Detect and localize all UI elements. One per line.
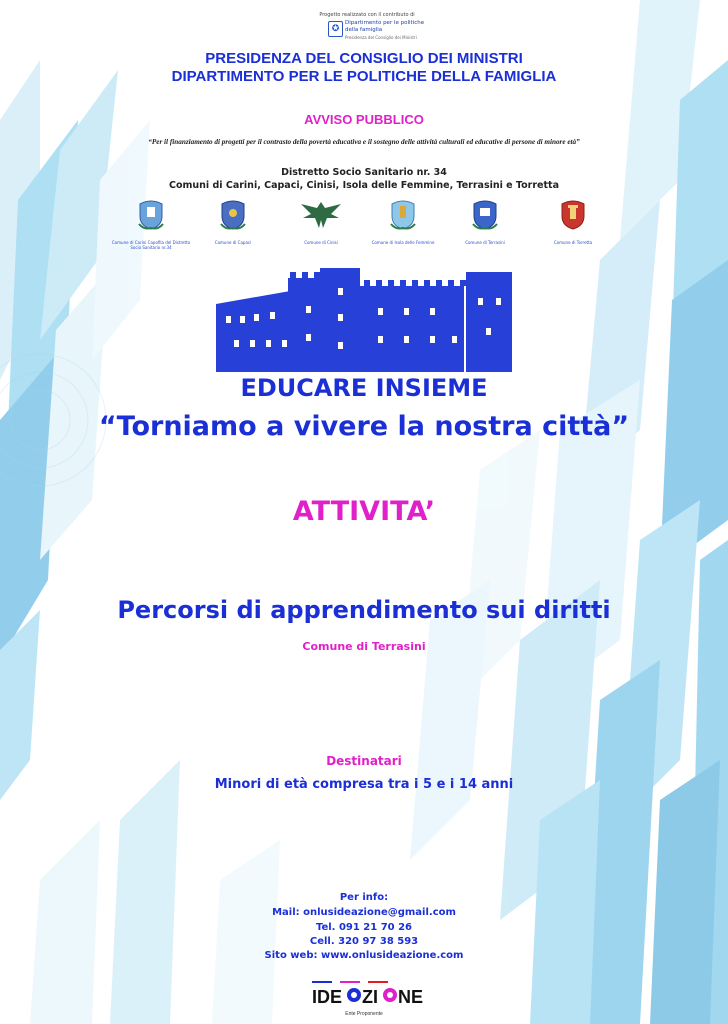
avviso-subtitle: “Per il finanziamento di progetti per il contrasto della povertà educativa e il sostegno delle attività culturali ed educative di persone di minore età” [148,138,580,146]
avviso-pubblico: AVVISO PUBBLICO [304,112,424,127]
info-mail: Mail: onlusideazione@gmail.com [272,907,456,918]
gov-logo-sub: Presidenza del Consiglio dei Ministri [345,35,417,40]
logo-text-end: NE [398,987,424,1007]
activity-title: Percorsi di apprendimento sui diritti [117,596,611,624]
title-presidenza: PRESIDENZA DEL CONSIGLIO DEI MINISTRI [205,50,523,67]
logo-caption: Ente Proponente [345,1011,383,1017]
crest-capaci-icon [220,198,246,230]
activity-location: Comune di Terrasini [302,640,426,653]
crest-isola-icon [390,198,416,230]
gov-logo-line: Progetto realizzato con il contributo di [319,12,415,18]
crest-carini-icon [138,198,164,230]
crest-label-isola: Comune di Isola delle Femmine [371,240,435,245]
crest-label-carini: Comune di Carini Capofila del Distretto Socio Sanitario nr.34 [111,240,191,250]
crest-cinisi-icon [299,198,343,230]
logo-text-left: IDE [312,987,343,1007]
crest-label-capaci: Comune di Capaci [214,240,252,245]
info-tel: Tel. 091 21 70 26 [315,922,413,933]
distretto: Distretto Socio Sanitario nr. 34 [281,167,447,178]
government-logo [312,12,425,48]
project-subtitle: “Torniamo a vivere la nostra città” [98,411,630,442]
crest-terrasini-icon [472,198,498,230]
comuni-list: Comuni di Carini, Capaci, Cinisi, Isola delle Femmine, Terrasini e Torretta [169,180,559,191]
info-heading: Per info: [339,892,389,903]
title-dipartimento: DIPARTIMENTO PER LE POLITICHE DELLA FAMIGLIA [171,68,557,85]
destinatari-value: Minori di età compresa tra i 5 e i 14 anni [214,777,514,792]
logo-text-right: ZI [362,987,378,1007]
info-cell: Cell. 320 97 38 593 [309,936,419,947]
info-web: Sito web: www.onlusideazione.com [264,950,464,961]
gov-logo-name: Dipartimento per le politiche della famiglia [345,20,425,33]
ideazione-logo [310,977,424,1019]
italian-republic-emblem-icon: ✪ [328,21,343,37]
crest-label-torretta: Comune di Torretta [553,240,593,245]
crest-label-terrasini: Comune di Terrasini [465,240,505,245]
crest-label-cinisi: Comune di Cinisi [304,240,338,245]
destinatari-label: Destinatari [326,754,402,768]
crest-torretta-icon [560,198,586,230]
project-title: EDUCARE INSIEME [240,374,488,402]
castle-illustration [216,268,512,372]
attivita-heading: ATTIVITA’ [292,496,436,527]
